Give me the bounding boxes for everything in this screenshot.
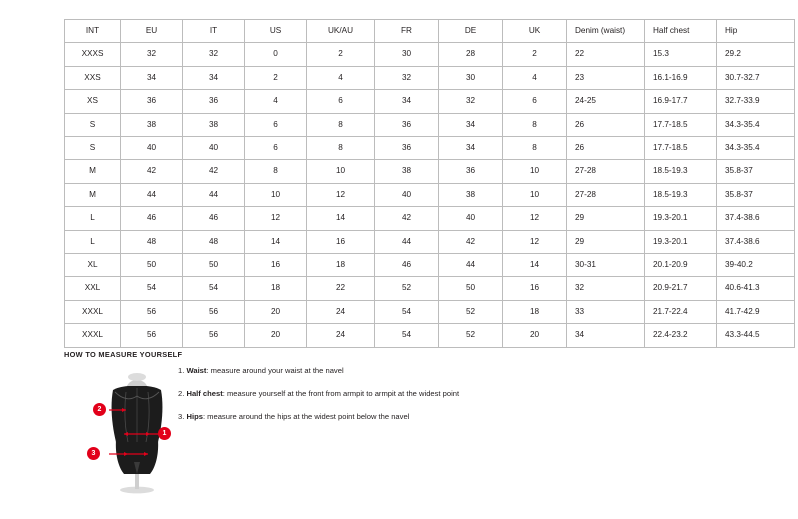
column-header-de: DE	[439, 20, 503, 43]
table-cell: 20.9-21.7	[645, 277, 717, 300]
table-cell: 44	[121, 183, 183, 206]
table-cell: 43.3-44.5	[717, 324, 795, 347]
table-cell: 6	[307, 90, 375, 113]
table-row	[65, 43, 795, 66]
table-cell: 34.3-35.4	[717, 137, 795, 160]
table-cell: 36	[439, 160, 503, 183]
table-cell: 26	[567, 113, 645, 136]
table-cell: 44	[375, 230, 439, 253]
table-cell: 42	[375, 207, 439, 230]
table-header-row	[65, 20, 795, 43]
table-cell: 32	[567, 277, 645, 300]
table-cell: XXL	[65, 277, 121, 300]
table-cell: 12	[307, 183, 375, 206]
table-cell: XXS	[65, 66, 121, 89]
table-cell: XL	[65, 254, 121, 277]
table-cell: 22.4-23.2	[645, 324, 717, 347]
table-cell: 12	[503, 230, 567, 253]
table-cell: 8	[503, 113, 567, 136]
table-cell: 46	[183, 207, 245, 230]
table-cell: 40.6-41.3	[717, 277, 795, 300]
table-cell: 30.7-32.7	[717, 66, 795, 89]
table-cell: 50	[121, 254, 183, 277]
table-row	[65, 230, 795, 253]
table-cell: 24	[307, 300, 375, 323]
table-cell: 10	[503, 183, 567, 206]
table-cell: 18	[503, 300, 567, 323]
table-cell: 46	[375, 254, 439, 277]
table-cell: 8	[245, 160, 307, 183]
table-cell: 54	[183, 277, 245, 300]
table-cell: 32	[439, 90, 503, 113]
table-cell: 6	[503, 90, 567, 113]
size-conversion-table	[64, 19, 795, 348]
table-cell: XXXL	[65, 300, 121, 323]
table-row	[65, 113, 795, 136]
table-cell: 39-40.2	[717, 254, 795, 277]
table-cell: 18	[245, 277, 307, 300]
table-cell: 40	[121, 137, 183, 160]
column-header-uk-au: UK/AU	[307, 20, 375, 43]
table-cell: S	[65, 113, 121, 136]
table-cell: 10	[503, 160, 567, 183]
table-cell: XXXL	[65, 324, 121, 347]
table-row	[65, 207, 795, 230]
table-cell: 30	[439, 66, 503, 89]
table-cell: 34.3-35.4	[717, 113, 795, 136]
table-cell: 34	[439, 113, 503, 136]
table-cell: 32	[183, 43, 245, 66]
table-cell: 15.3	[645, 43, 717, 66]
table-cell: 56	[183, 324, 245, 347]
table-cell: 42	[121, 160, 183, 183]
column-header-uk: UK	[503, 20, 567, 43]
table-cell: 36	[375, 113, 439, 136]
table-cell: 40	[375, 183, 439, 206]
table-cell: 23	[567, 66, 645, 89]
column-header-hip: Hip	[717, 20, 795, 43]
table-cell: 37.4-38.6	[717, 230, 795, 253]
table-cell: 50	[183, 254, 245, 277]
table-cell: M	[65, 160, 121, 183]
table-cell: 6	[245, 113, 307, 136]
table-cell: 46	[121, 207, 183, 230]
table-cell: M	[65, 183, 121, 206]
column-header-it: IT	[183, 20, 245, 43]
table-cell: 34	[439, 137, 503, 160]
table-cell: 27-28	[567, 160, 645, 183]
table-cell: 2	[307, 43, 375, 66]
table-cell: 37.4-38.6	[717, 207, 795, 230]
table-cell: 29	[567, 230, 645, 253]
table-cell: 14	[503, 254, 567, 277]
table-cell: 20	[245, 300, 307, 323]
table-cell: 56	[121, 324, 183, 347]
table-cell: 33	[567, 300, 645, 323]
table-cell: 30	[375, 43, 439, 66]
how-to-measure-title: HOW TO MEASURE YOURSELF	[64, 350, 183, 359]
table-cell: XXXS	[65, 43, 121, 66]
table-cell: 2	[245, 66, 307, 89]
column-header-eu: EU	[121, 20, 183, 43]
table-cell: 40	[183, 137, 245, 160]
step-number: 2.	[178, 389, 185, 399]
table-row	[65, 137, 795, 160]
table-cell: 38	[439, 183, 503, 206]
table-cell: 36	[183, 90, 245, 113]
table-cell: 38	[121, 113, 183, 136]
table-cell: 0	[245, 43, 307, 66]
table-row	[65, 254, 795, 277]
table-row	[65, 183, 795, 206]
table-cell: 32	[121, 43, 183, 66]
step-text: : measure yourself at the front from armpit to armpit at the widest point	[222, 389, 460, 399]
table-cell: 4	[503, 66, 567, 89]
table-cell: 8	[307, 113, 375, 136]
table-row	[65, 300, 795, 323]
table-cell: 10	[307, 160, 375, 183]
table-cell: 32.7-33.9	[717, 90, 795, 113]
table-cell: L	[65, 207, 121, 230]
table-cell: 20	[245, 324, 307, 347]
table-cell: 36	[121, 90, 183, 113]
table-cell: 2	[503, 43, 567, 66]
table-cell: 16.9-17.7	[645, 90, 717, 113]
table-cell: 42	[183, 160, 245, 183]
step-term: Waist	[186, 366, 207, 375]
table-cell: 35.8-37	[717, 160, 795, 183]
table-row	[65, 324, 795, 347]
table-cell: 12	[245, 207, 307, 230]
table-cell: 28	[439, 43, 503, 66]
table-cell: S	[65, 137, 121, 160]
table-cell: 54	[375, 300, 439, 323]
table-cell: 16	[307, 230, 375, 253]
table-cell: 17.7-18.5	[645, 137, 717, 160]
table-cell: 30-31	[567, 254, 645, 277]
table-cell: 44	[439, 254, 503, 277]
table-row	[65, 66, 795, 89]
step-number: 3.	[178, 412, 185, 422]
table-cell: 34	[375, 90, 439, 113]
table-cell: 29	[567, 207, 645, 230]
column-header-us: US	[245, 20, 307, 43]
table-cell: 44	[183, 183, 245, 206]
table-cell: 41.7-42.9	[717, 300, 795, 323]
table-cell: 18	[307, 254, 375, 277]
list-item	[178, 389, 598, 398]
table-cell: 38	[183, 113, 245, 136]
table-cell: 38	[375, 160, 439, 183]
table-cell: 16	[503, 277, 567, 300]
step-text: : measure around your waist at the navel	[206, 366, 344, 375]
table-cell: 16	[245, 254, 307, 277]
table-cell: 54	[121, 277, 183, 300]
table-cell: 6	[245, 137, 307, 160]
table-cell: 54	[375, 324, 439, 347]
badge-2: 2	[93, 403, 106, 416]
mannequin-figure	[82, 366, 192, 494]
table-cell: 20	[503, 324, 567, 347]
table-cell: 35.8-37	[717, 183, 795, 206]
table-cell: 34	[567, 324, 645, 347]
table-cell: 27-28	[567, 183, 645, 206]
table-cell: 4	[245, 90, 307, 113]
table-cell: 50	[439, 277, 503, 300]
mannequin-illustration-svg	[82, 366, 192, 494]
table-cell: 16.1-16.9	[645, 66, 717, 89]
table-cell: 56	[183, 300, 245, 323]
table-cell: 19.3-20.1	[645, 207, 717, 230]
table-cell: 48	[183, 230, 245, 253]
table-cell: 34	[121, 66, 183, 89]
table-cell: 22	[567, 43, 645, 66]
list-item	[178, 412, 598, 421]
table-cell: 48	[121, 230, 183, 253]
table-cell: 17.7-18.5	[645, 113, 717, 136]
table-cell: 56	[121, 300, 183, 323]
table-cell: 14	[245, 230, 307, 253]
step-term: Hips	[186, 412, 203, 422]
table-cell: 19.3-20.1	[645, 230, 717, 253]
table-cell: 12	[503, 207, 567, 230]
table-cell: 10	[245, 183, 307, 206]
table-row	[65, 277, 795, 300]
table-cell: 21.7-22.4	[645, 300, 717, 323]
table-row	[65, 160, 795, 183]
table-cell: 14	[307, 207, 375, 230]
table-cell: 40	[439, 207, 503, 230]
table-cell: 20.1-20.9	[645, 254, 717, 277]
table-row	[65, 90, 795, 113]
table-cell: 52	[375, 277, 439, 300]
table-cell: 8	[503, 137, 567, 160]
badge-3: 3	[87, 447, 100, 460]
table-cell: 36	[375, 137, 439, 160]
table-cell: 52	[439, 324, 503, 347]
step-term: Half chest	[186, 389, 223, 399]
table-cell: 52	[439, 300, 503, 323]
badge-1: 1	[158, 427, 171, 440]
list-item	[178, 366, 598, 375]
table-cell: L	[65, 230, 121, 253]
step-number: 1.	[178, 366, 185, 375]
table-cell: 24-25	[567, 90, 645, 113]
table-cell: 4	[307, 66, 375, 89]
step-text: : measure around the hips at the widest point below the navel	[202, 412, 410, 422]
column-header-int: INT	[65, 20, 121, 43]
column-header-denim-waist: Denim (waist)	[567, 20, 645, 43]
column-header-half-chest: Half chest	[645, 20, 717, 43]
table-cell: 24	[307, 324, 375, 347]
table-cell: 42	[439, 230, 503, 253]
table-cell: 18.5-19.3	[645, 160, 717, 183]
measure-steps	[178, 366, 598, 435]
table-cell: 34	[183, 66, 245, 89]
table-cell: 29.2	[717, 43, 795, 66]
table-cell: 8	[307, 137, 375, 160]
table-cell: 18.5-19.3	[645, 183, 717, 206]
table-cell: 32	[375, 66, 439, 89]
table-cell: 22	[307, 277, 375, 300]
table-cell: 26	[567, 137, 645, 160]
column-header-fr: FR	[375, 20, 439, 43]
table-cell: XS	[65, 90, 121, 113]
